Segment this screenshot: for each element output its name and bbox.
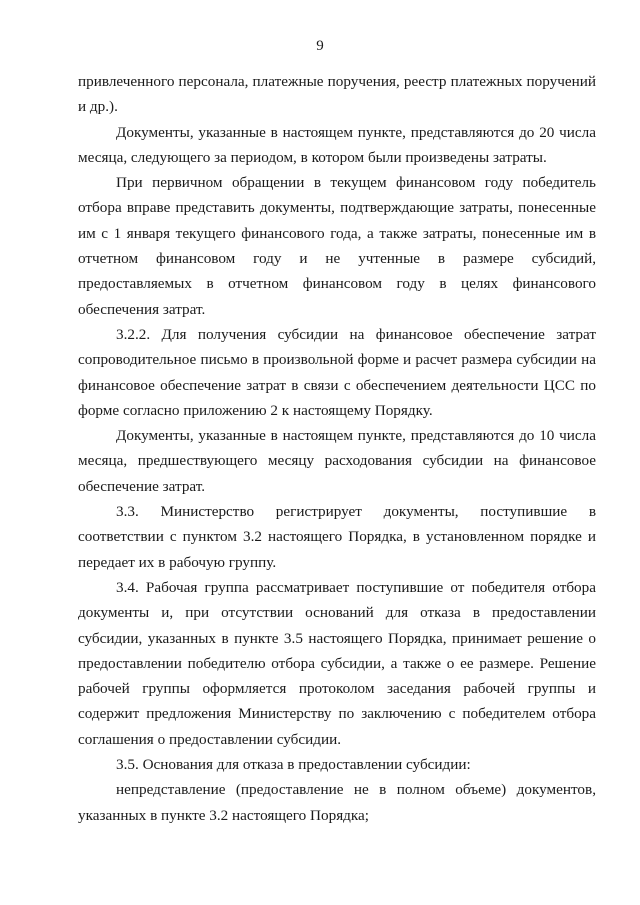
paragraph-3-4: 3.4. Рабочая группа рассматривает поступившие от победителя отбора документы и, при отсутствии оснований для отказа в предоставлении субсидии, указанных в пункте 3.5 настоящего Порядка, принимает решение о предоставлении победителю отбора субсидии, а также о ее размере. Решение рабочей группы оформляется протоколом заседания рабочей группы и содержит предложения Министерству по заключению с победителем отбора соглашения о предоставлении субсидии. [78,578,596,748]
paragraph-deadline-10: Документы, указанные в настоящем пункте, представляются до 10 числа месяца, предшествующего месяцу расходования субсидии на финансовое обеспечение затрат. [78,427,596,495]
paragraph-3-5: 3.5. Основания для отказа в предоставлении субсидии: [116,756,471,774]
paragraph-first-appeal: При первичном обращении в текущем финансовом году победитель отбора вправе представить документы, подтверждающие затраты, понесенные им с 1 января текущего финансового года, а также затраты, понесенные им в отчетном финансовом году и не учтенные в размере субсидий, предоставляемых в отчетном финансовом году в целях финансового обеспечения затрат. [78,174,596,318]
paragraph-continuation: привлеченного персонала, платежные поручения, реестр платежных поручений и др.). [78,73,596,116]
paragraph-3-3: 3.3. Министерство регистрирует документы, поступившие в соответствии с пунктом 3.2 настоящего Порядка, в установленном порядке и передает их в рабочую группу. [78,503,596,571]
paragraph-refusal-ground-1: непредставление (предоставление не в полном объеме) документов, указанных в пункте 3.2 настоящего Порядка; [78,781,596,824]
page-number: 9 [316,38,324,54]
document-body [78,69,596,828]
paragraph-3-2-2: 3.2.2. Для получения субсидии на финансовое обеспечение затрат сопроводительное письмо в произвольной форме и расчет размера субсидии на финансовое обеспечение затрат в связи с обеспечением деятельности ЦСС по форме согласно приложению 2 к настоящему Порядку. [78,325,596,419]
paragraph-deadline-20: Документы, указанные в настоящем пункте, представляются до 20 числа месяца, следующего за периодом, в котором были произведены затраты. [78,123,596,166]
